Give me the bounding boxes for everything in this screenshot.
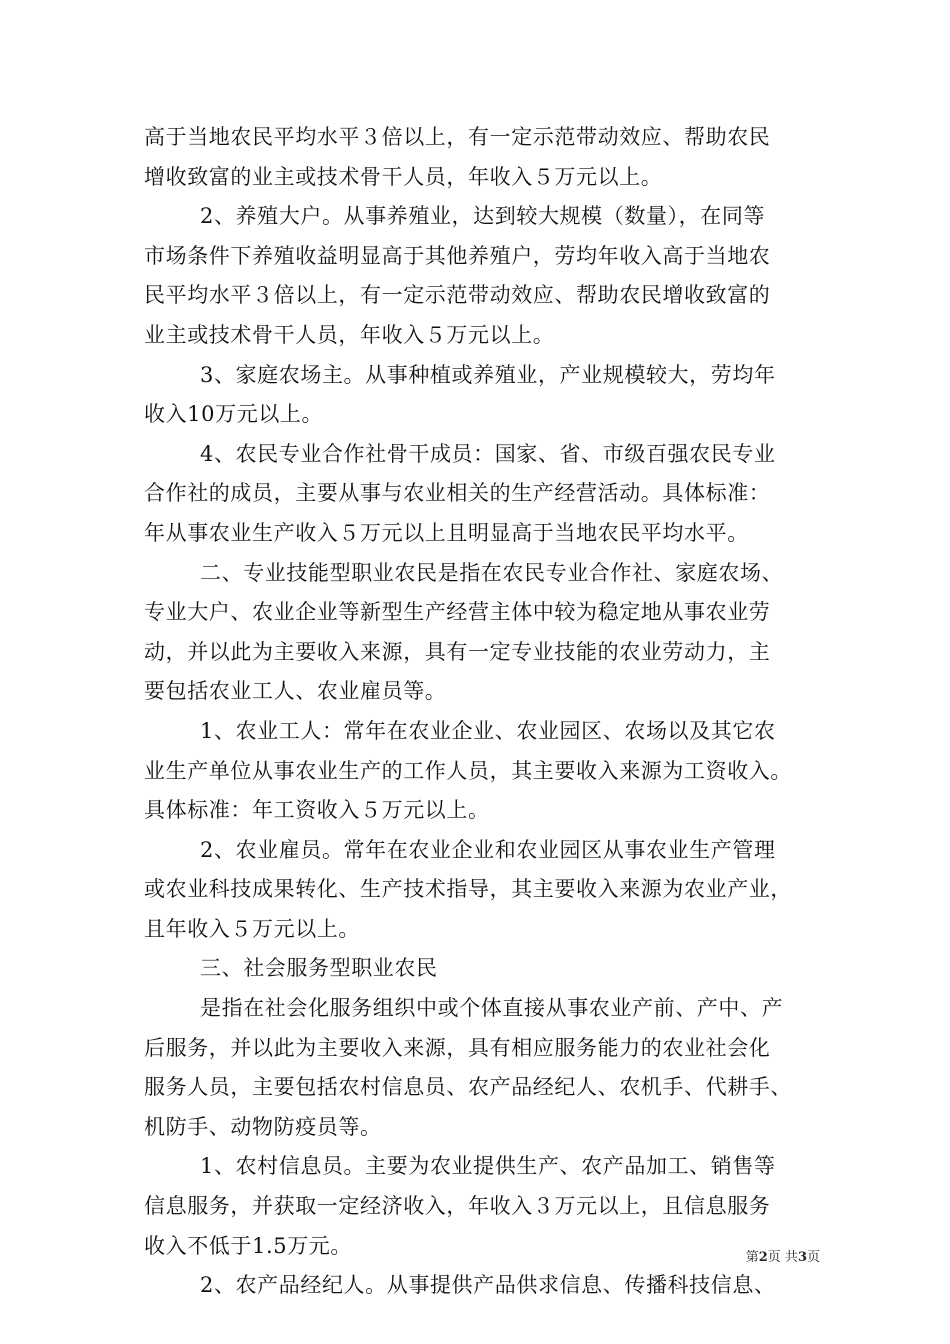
text-line: 市场条件下养殖收益明显高于其他养殖户，劳均年收入高于当地农	[144, 243, 771, 268]
text-line: 且年收入５万元以上。	[144, 916, 360, 941]
footer-suffix: 页	[806, 1250, 820, 1265]
text-line: 高于当地农民平均水平３倍以上，有一定示范带动效应、帮助农民	[144, 125, 771, 149]
text-line: 机防手、动物防疫员等。	[144, 1114, 382, 1139]
text-line: 要包括农业工人、农业雇员等。	[144, 679, 447, 704]
text-line: 2、农业雇员。常年在农业企业和农业园区从事农业生产管理	[200, 837, 776, 862]
text-line: 1、农业工人：常年在农业企业、农业园区、农场以及其它农	[200, 718, 776, 743]
footer-prefix: 第	[745, 1250, 759, 1265]
text-line: 动，并以此为主要收入来源，具有一定专业技能的农业劳动力，主	[144, 639, 771, 664]
text-line: 业生产单位从事农业生产的工作人员，其主要收入来源为工资收入。	[144, 758, 792, 783]
footer-page-number: 2	[758, 1250, 768, 1265]
text-line: 合作社的成员，主要从事与农业相关的生产经营活动。具体标准：	[144, 481, 771, 506]
text-line: 4、农民专业合作社骨干成员：国家、省、市级百强农民专业	[200, 441, 776, 466]
text-line: 二、专业技能型职业农民是指在农民专业合作社、家庭农场、	[200, 560, 784, 585]
page-footer	[700, 1246, 820, 1265]
document-body	[144, 118, 826, 1306]
text-line: 2、农产品经纪人。从事提供产品供求信息、传播科技信息、	[200, 1273, 776, 1298]
text-line: 是指在社会化服务组织中或个体直接从事农业产前、产中、产	[200, 996, 784, 1021]
text-line: 1、农村信息员。主要为农业提供生产、农产品加工、销售等	[200, 1154, 776, 1179]
text-line: 收入不低于1.5万元。	[144, 1233, 352, 1258]
text-line: 具体标准：年工资收入５万元以上。	[144, 798, 490, 823]
text-line: 民平均水平３倍以上，有一定示范带动效应、帮助农民增收致富的	[144, 283, 771, 308]
text-line: 2、养殖大户。从事养殖业，达到较大规模（数量），在同等	[200, 204, 766, 229]
text-line: 收入10万元以上。	[144, 402, 324, 427]
text-line: 或农业科技成果转化、生产技术指导，其主要收入来源为农业产业，	[144, 877, 792, 902]
text-line: 增收致富的业主或技术骨干人员，年收入５万元以上。	[144, 164, 663, 189]
text-line: 三、社会服务型职业农民	[200, 956, 438, 981]
text-line: 专业大户、农业企业等新型生产经营主体中较为稳定地从事农业劳	[144, 600, 771, 625]
footer-total-pages: 3	[797, 1250, 807, 1265]
text-line: 信息服务，并获取一定经济收入，年收入３万元以上，且信息服务	[144, 1194, 771, 1219]
text-line: 服务人员，主要包括农村信息员、农产品经纪人、农机手、代耕手、	[144, 1075, 792, 1100]
text-line: 年从事农业生产收入５万元以上且明显高于当地农民平均水平。	[144, 520, 749, 545]
text-line: 3、家庭农场主。从事种植或养殖业，产业规模较大，劳均年	[200, 362, 776, 387]
text-line: 后服务，并以此为主要收入来源，具有相应服务能力的农业社会化	[144, 1035, 771, 1060]
text-line: 业主或技术骨干人员，年收入５万元以上。	[144, 322, 555, 347]
footer-middle: 页 共	[767, 1250, 798, 1265]
